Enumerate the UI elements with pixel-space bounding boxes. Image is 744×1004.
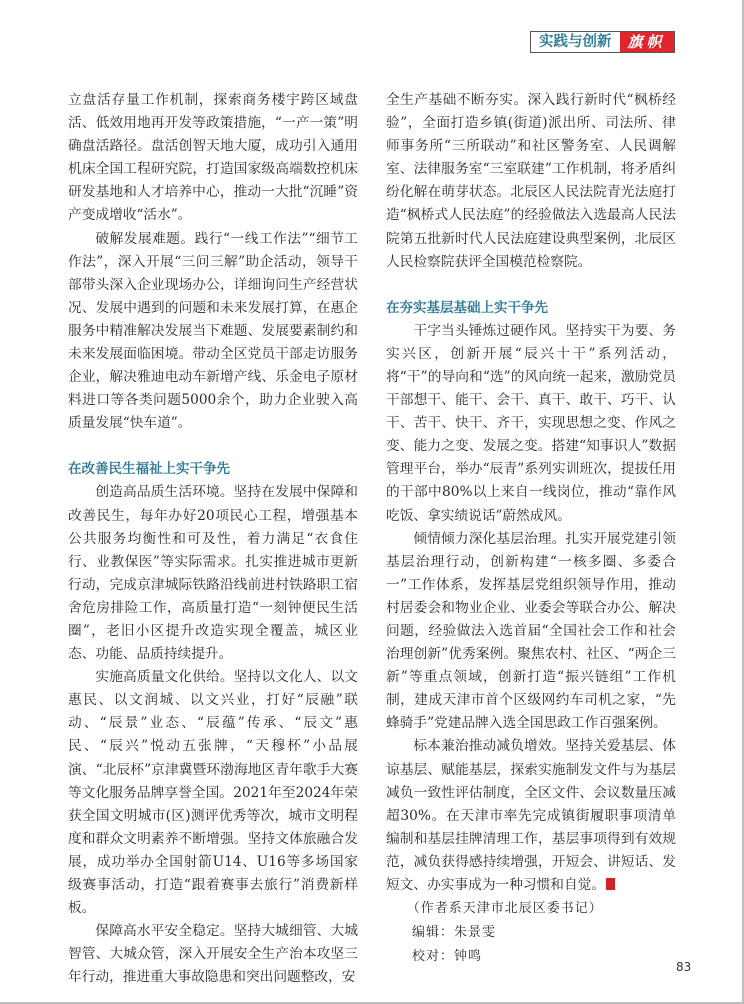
- paragraph: 创造高品质生活环境。坚持在发展中保障和改善民生，每年办好20项民心工程，增强基本公共服务均衡性和可及性，着力满足“衣食住行、业教保医”等实际需求。扎实推进城市更新行动，完成京津城际铁路沿线前进村铁路职工宿舍危房排险工作，高质量打造“一刻钟便民生活圈”，老旧小区提升改造实现全覆盖，城区业态、功能、品质持续提升。: [68, 484, 358, 663]
- author-byline: （作者系天津市北辰区委书记）: [406, 901, 603, 917]
- spacer: [386, 274, 676, 297]
- paragraph: 干字当头锤炼过硬作风。坚持实干为要、务实兴区，创新开展“辰兴十干”系列活动，将“干”的导向和“选”的风向统一起来，激励党员干部想干、能干、会干、真干、敢干、巧干、认干、苦干、快干、齐干，实现思想之变、作风之变、能力之变、发展之变。搭建“知事识人”数据管理平台，举办“辰青”系列实训班次，提拔任用的干部中80%以上来自一线岗位，推动“靠作风吃饭、拿实绩说话”蔚然成风。: [386, 322, 676, 524]
- magazine-logo: 旗帜: [620, 32, 674, 52]
- right-column: [386, 89, 676, 969]
- paragraph: 全生产基础不断夯实。深入践行新时代“枫桥经验”，全面打造乡镇(街道)派出所、司法所、律师事务所“三所联动”和社区警务室、人民调解室、法律服务室“三室联建”工作机制，将矛盾纠纷化解在萌芽状态。北辰区人民法院青光法庭打造“枫桥式人民法庭”的经验做法入选最高人民法院第五批新时代人民法庭建设典型案例，北辰区人民检察院获评全国模范检察院。: [386, 92, 676, 270]
- paragraph: [386, 735, 676, 897]
- spacer: [68, 435, 358, 458]
- left-column: [68, 89, 358, 989]
- section-heading: 在夯实基层基础上实干争先: [386, 299, 548, 316]
- paragraph: 实施高质量文化供给。坚持以文化人、以文惠民、以文润城、以文兴业，打好“辰融”联动、“辰景”业态、“辰蕴”传承、“辰文”惠民、“辰兴”悦动五张牌，“天穆杯”小品展演、“北辰杯”京津冀暨环渤海地区青年歌手大赛等文化服务品牌享誉全国。2021年至2024年荣获全国文明城市(区)测评优秀等次，城市文明程度和群众文明素养不断增强。坚持文体旅融合发展，成功举办全国射箭U14、U16等多场国家级赛事活动，打造“跟着赛事去旅行”消费新样板。: [68, 669, 358, 917]
- paragraph-text: 标本兼治推动减负增效。坚持关爱基层、体谅基层、赋能基层，探索实施制发文件与为基层减负一致性评估制度，全区文件、会议数量压减超30%。在天津市率先完成镇街履职事项清单编制和基层挂牌清理工作，基层事项得到有效规范，减负获得感持续增强，开短会、讲短话、发短文、办实事成为一种习惯和自觉。: [386, 738, 676, 893]
- section-title: 实践与创新: [531, 32, 620, 52]
- editor-credit: 编辑：朱景雯: [412, 925, 497, 941]
- page-number: 83: [676, 960, 692, 974]
- section-header-badge: [530, 31, 675, 53]
- section-heading: 在改善民生福祉上实干争先: [68, 461, 230, 478]
- paragraph: 倾情倾力深化基层治理。扎实开展党建引领基层治理行动，创新构建“一核多圈、多委合一”工作体系，发挥基层党组织领导作用，推动村居委会和物业企业、业委会等联合办公、解决问题，经验做法入选首届“全国社会工作和社会治理创新”优秀案例。聚焦农村、社区、“两企三新”等重点领域，创新打造“振兴链组”工作机制，建成天津市首个区级网约车司机之家，“先蜂骑手”党建品牌入选全国思政工作百强案例。: [386, 530, 676, 732]
- proofreader-credit: 校对：钟鸣: [412, 949, 483, 965]
- paragraph: 破解发展难题。践行“一线工作法”“细节工作法”，深入开展“三问三解”助企活动，领导干部带头深入企业现场办公，详细询问生产经营状况、发展中遇到的问题和未来发展打算，在惠企服务中精准解决发展当下难题、发展要素制约和未来发展面临困境。带动全区党员干部走访服务企业，解决雅迪电动车新增产线、乐金电子原材料进口等各类问题5000余个，助力企业驶入高质量发展“快车道”。: [68, 230, 358, 432]
- paragraph: 保障高水平安全稳定。坚持大城细管、大城智管、大城众管，深入开展安全生产治本攻坚三年行动，推进重大事故隐患和突出问题整改，安: [68, 923, 358, 986]
- end-of-article-icon: [606, 878, 615, 890]
- paragraph: 立盘活存量工作机制，探索商务楼宇跨区域盘活、低效用地再开发等政策措施，“一产一策”明确盘活路径。盘活创智天地大厦，成功引入通用机床全国工程研究院，打造国家级高端数控机床研发基地和人才培养中心，推动一大批“沉睡”资产变成增收“活水”。: [68, 92, 358, 224]
